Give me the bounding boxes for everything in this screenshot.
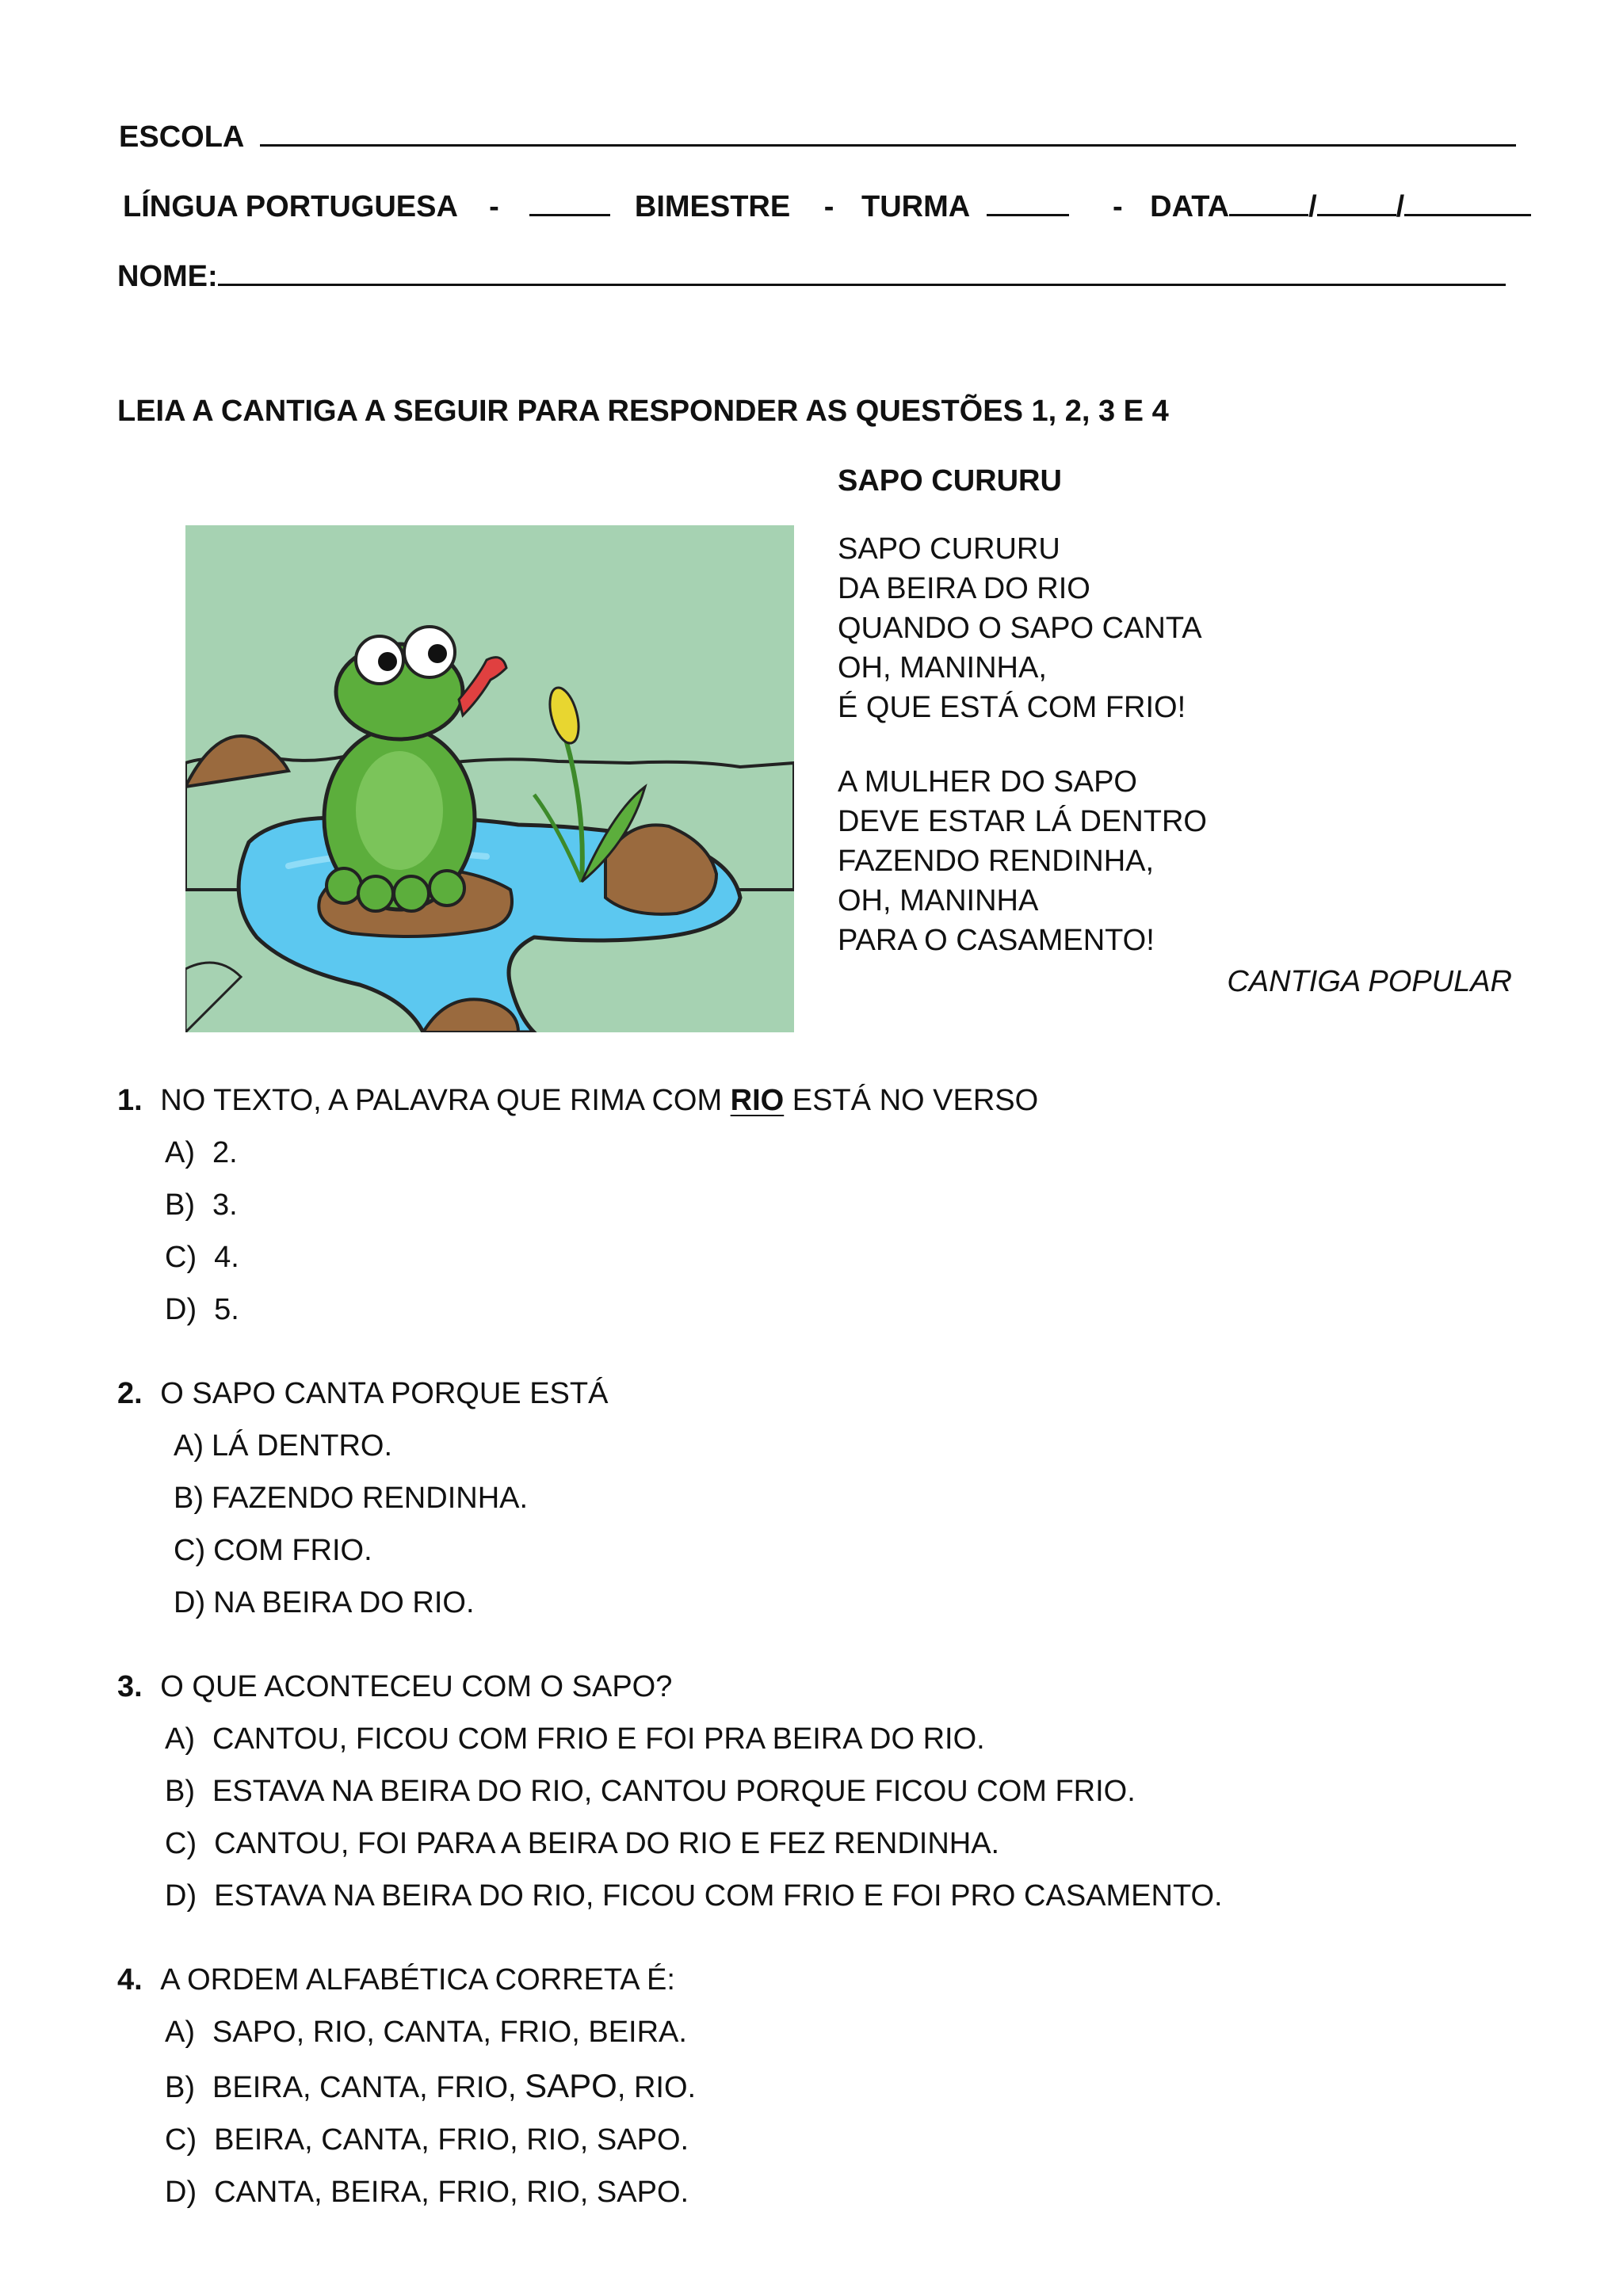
- slash-2: /: [1396, 190, 1405, 223]
- question-number: 4.: [117, 1963, 143, 1997]
- dash-3: -: [1112, 190, 1123, 223]
- option-text: 3.: [212, 1188, 238, 1222]
- option-text: CANTOU, FOI PARA A BEIRA DO RIO E FEZ RENDINHA.: [214, 1827, 1000, 1860]
- escola-field[interactable]: [260, 117, 1516, 147]
- question-3-options: [165, 1724, 1223, 1933]
- option-d[interactable]: [165, 1881, 1223, 1933]
- poem-line: DEVE ESTAR LÁ DENTRO: [838, 805, 1207, 838]
- option-a[interactable]: [165, 2017, 696, 2069]
- option-letter: C): [174, 1534, 206, 1567]
- poem-line: OH, MANINHA,: [838, 651, 1047, 685]
- option-c[interactable]: [165, 1829, 1223, 1881]
- option-d[interactable]: [174, 1588, 528, 1640]
- disciplina-row: [123, 187, 1531, 224]
- question-4: [117, 1965, 675, 1995]
- nome-label: NOME:: [117, 260, 218, 293]
- question-text: NO TEXTO, A PALAVRA QUE RIMA COM: [160, 1084, 731, 1117]
- question-1-options: [165, 1138, 239, 1347]
- option-c[interactable]: [174, 1535, 528, 1588]
- option-letter: D): [165, 1879, 197, 1913]
- option-letter: B): [174, 1482, 204, 1515]
- option-text: COM FRIO.: [213, 1534, 372, 1567]
- turma-field[interactable]: [987, 187, 1069, 216]
- option-a[interactable]: [165, 1138, 239, 1190]
- day-field[interactable]: [1229, 187, 1308, 216]
- escola-label: ESCOLA: [119, 120, 243, 154]
- option-a[interactable]: [174, 1431, 528, 1483]
- option-b[interactable]: [174, 1483, 528, 1535]
- escola-row: [119, 117, 1516, 154]
- option-letter: D): [174, 1586, 206, 1619]
- option-d[interactable]: [165, 2177, 696, 2229]
- option-text: FAZENDO RENDINHA.: [212, 1482, 529, 1515]
- poem-line: QUANDO O SAPO CANTA: [838, 612, 1202, 645]
- dash-1: -: [489, 190, 499, 223]
- option-b[interactable]: [165, 2069, 696, 2125]
- poem-title: SAPO CURURU: [838, 464, 1062, 498]
- option-text-end: , RIO.: [617, 2071, 697, 2104]
- option-letter: A): [165, 2016, 195, 2049]
- option-letter: C): [165, 2123, 197, 2157]
- question-3: [117, 1672, 672, 1702]
- option-letter: A): [165, 1722, 195, 1756]
- data-label: DATA: [1150, 190, 1230, 223]
- lingua-label: LÍNGUA PORTUGUESA: [123, 190, 457, 223]
- question-text-end: ESTÁ NO VERSO: [784, 1084, 1039, 1117]
- poem-line: PARA O CASAMENTO!: [838, 924, 1155, 957]
- option-text-emphasis: SAPO: [525, 2067, 617, 2104]
- year-field[interactable]: [1404, 187, 1531, 216]
- option-text: SAPO, RIO, CANTA, FRIO, BEIRA.: [212, 2016, 687, 2049]
- slash-1: /: [1308, 190, 1317, 223]
- option-letter: A): [174, 1429, 204, 1463]
- poem-line: A MULHER DO SAPO: [838, 765, 1137, 799]
- question-number: 3.: [117, 1670, 143, 1703]
- bimestre-field[interactable]: [529, 187, 610, 216]
- option-letter: B): [165, 1775, 195, 1808]
- poem-stanza-2: [838, 762, 1207, 960]
- question-number: 1.: [117, 1084, 143, 1117]
- option-text: BEIRA, CANTA, FRIO, RIO, SAPO.: [214, 2123, 689, 2157]
- option-letter: C): [165, 1827, 197, 1860]
- option-letter: A): [165, 1136, 195, 1169]
- question-text: A ORDEM ALFABÉTICA CORRETA É:: [160, 1963, 675, 1997]
- poem-source: CANTIGA POPULAR: [1227, 965, 1512, 998]
- dash-2: -: [823, 190, 834, 223]
- option-letter: C): [165, 1241, 197, 1274]
- nome-field[interactable]: [218, 257, 1506, 286]
- question-text: O SAPO CANTA PORQUE ESTÁ: [160, 1377, 609, 1410]
- poem-line: FAZENDO RENDINHA,: [838, 845, 1155, 878]
- poem-stanza-1: [838, 529, 1202, 727]
- option-b[interactable]: [165, 1776, 1223, 1829]
- option-letter: D): [165, 2176, 197, 2209]
- question-text: O QUE ACONTECEU COM O SAPO?: [160, 1670, 673, 1703]
- option-text: NA BEIRA DO RIO.: [213, 1586, 475, 1619]
- option-letter: B): [165, 1188, 195, 1222]
- option-d[interactable]: [165, 1295, 239, 1347]
- instruction: LEIA A CANTIGA A SEGUIR PARA RESPONDER AS QUESTÕES 1, 2, 3 E 4: [117, 395, 1169, 428]
- option-c[interactable]: [165, 1242, 239, 1295]
- nome-row: [117, 257, 1506, 294]
- option-text: 5.: [214, 1293, 239, 1326]
- poem-line: DA BEIRA DO RIO: [838, 572, 1090, 605]
- option-text: ESTAVA NA BEIRA DO RIO, FICOU COM FRIO E FOI PRO CASAMENTO.: [214, 1879, 1223, 1913]
- poem-line: É QUE ESTÁ COM FRIO!: [838, 691, 1186, 724]
- question-emphasis: RIO: [730, 1084, 785, 1117]
- question-2: [117, 1379, 608, 1409]
- month-field[interactable]: [1317, 187, 1396, 216]
- turma-label: TURMA: [861, 190, 969, 223]
- question-1: [117, 1085, 1038, 1116]
- option-b[interactable]: [165, 1190, 239, 1242]
- option-a[interactable]: [165, 1724, 1223, 1776]
- option-text: 2.: [212, 1136, 238, 1169]
- poem-line: OH, MANINHA: [838, 884, 1039, 917]
- bimestre-label: BIMESTRE: [634, 190, 791, 223]
- question-4-options: [165, 2017, 696, 2229]
- option-text: CANTOU, FICOU COM FRIO E FOI PRA BEIRA DO RIO.: [212, 1722, 985, 1756]
- option-text: BEIRA, CANTA, FRIO,: [212, 2071, 525, 2104]
- option-c[interactable]: [165, 2125, 696, 2177]
- option-text: ESTAVA NA BEIRA DO RIO, CANTOU PORQUE FICOU COM FRIO.: [212, 1775, 1136, 1808]
- option-text: 4.: [214, 1241, 239, 1274]
- option-letter: D): [165, 1293, 197, 1326]
- option-text: CANTA, BEIRA, FRIO, RIO, SAPO.: [214, 2176, 689, 2209]
- option-letter: B): [165, 2071, 195, 2104]
- poem-line: SAPO CURURU: [838, 532, 1060, 566]
- frog-illustration: [185, 525, 794, 1032]
- question-number: 2.: [117, 1377, 143, 1410]
- option-text: LÁ DENTRO.: [212, 1429, 393, 1463]
- question-2-options: [174, 1431, 528, 1640]
